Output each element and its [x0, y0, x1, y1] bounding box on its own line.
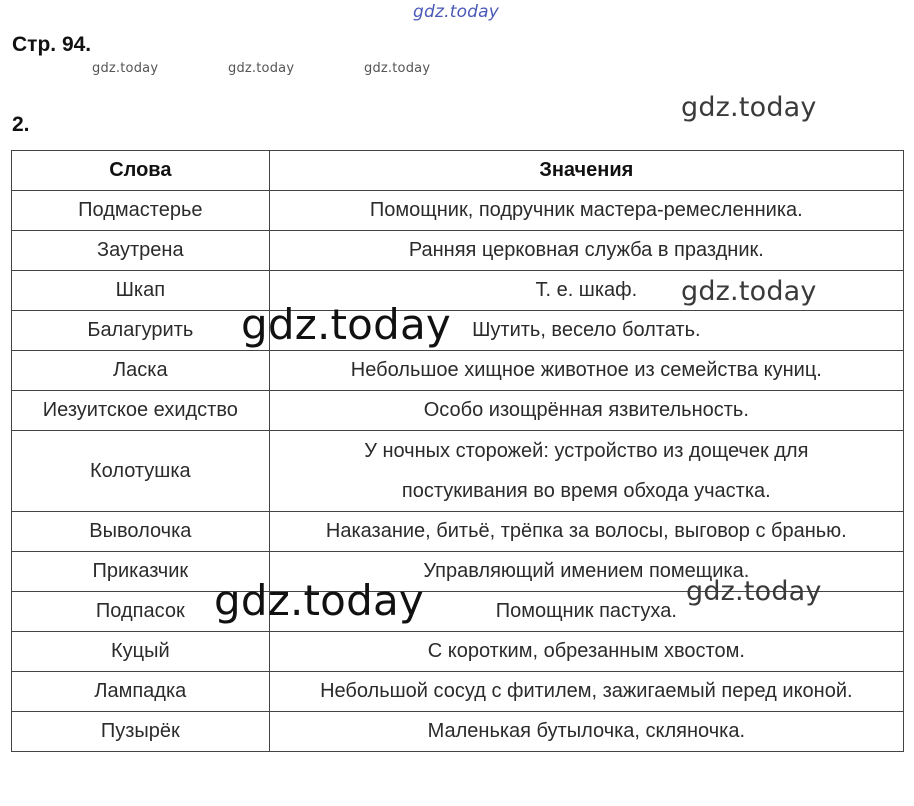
watermark-medium: gdz.today	[686, 576, 822, 607]
vocabulary-table	[11, 150, 904, 752]
watermark-small: gdz.today	[228, 61, 295, 76]
table-row	[12, 191, 904, 231]
word-cell: Подпасок	[12, 592, 270, 632]
meaning-cell: С коротким, обрезанным хвостом.	[269, 632, 903, 672]
meaning-cell: Ранняя церковная служба в праздник.	[269, 231, 903, 271]
column-header-meanings: Значения	[269, 151, 903, 191]
watermark-medium: gdz.today	[681, 92, 817, 123]
word-cell: Пузырёк	[12, 712, 270, 752]
meaning-cell: Помощник, подручник мастера-ремесленника.	[269, 191, 903, 231]
table-row	[12, 231, 904, 271]
watermark-small: gdz.today	[92, 61, 159, 76]
meaning-cell: Управляющий имением помещика.	[269, 552, 903, 592]
meaning-line: У ночных сторожей: устройство из дощечек для	[364, 440, 809, 462]
table-row	[12, 632, 904, 672]
word-cell: Куцый	[12, 632, 270, 672]
watermark-large: gdz.today	[214, 576, 424, 625]
column-header-words: Слова	[12, 151, 270, 191]
meaning-line: постукивания во время обхода участка.	[401, 480, 771, 502]
table-row	[12, 311, 904, 351]
table-row	[12, 672, 904, 712]
watermark-medium: gdz.today	[681, 276, 817, 307]
meaning-cell: Помощник пастуха.	[269, 592, 903, 632]
page-title: Стр. 94.	[12, 33, 92, 56]
word-cell: Шкап	[12, 271, 270, 311]
word-cell: Подмастерье	[12, 191, 270, 231]
word-cell: Балагурить	[12, 311, 270, 351]
table-header-row	[12, 151, 904, 191]
table-row	[12, 512, 904, 552]
meaning-cell: Наказание, битьё, трёпка за волосы, выговор с бранью.	[269, 512, 903, 552]
meaning-cell: Маленькая бутылочка, скляночка.	[269, 712, 903, 752]
watermark-large: gdz.today	[241, 300, 451, 349]
word-cell: Колотушка	[12, 431, 270, 512]
meaning-cell: Т. е. шкаф.	[269, 271, 903, 311]
meaning-cell: Небольшой сосуд с фитилем, зажигаемый перед иконой.	[269, 672, 903, 712]
table-row	[12, 431, 904, 512]
table-row	[12, 712, 904, 752]
word-cell: Иезуитское ехидство	[12, 391, 270, 431]
watermark-small: gdz.today	[364, 61, 431, 76]
table-row	[12, 391, 904, 431]
word-cell: Лампадка	[12, 672, 270, 712]
watermark-top: gdz.today	[413, 2, 500, 22]
word-cell: Ласка	[12, 351, 270, 391]
word-cell: Заутрена	[12, 231, 270, 271]
table-row	[12, 351, 904, 391]
word-cell: Приказчик	[12, 552, 270, 592]
task-number: 2.	[12, 113, 30, 136]
meaning-cell: Небольшое хищное животное из семейства куниц.	[269, 351, 903, 391]
word-cell: Выволочка	[12, 512, 270, 552]
meaning-cell	[269, 431, 903, 512]
meaning-cell: Особо изощрённая язвительность.	[269, 391, 903, 431]
meaning-cell: Шутить, весело болтать.	[269, 311, 903, 351]
